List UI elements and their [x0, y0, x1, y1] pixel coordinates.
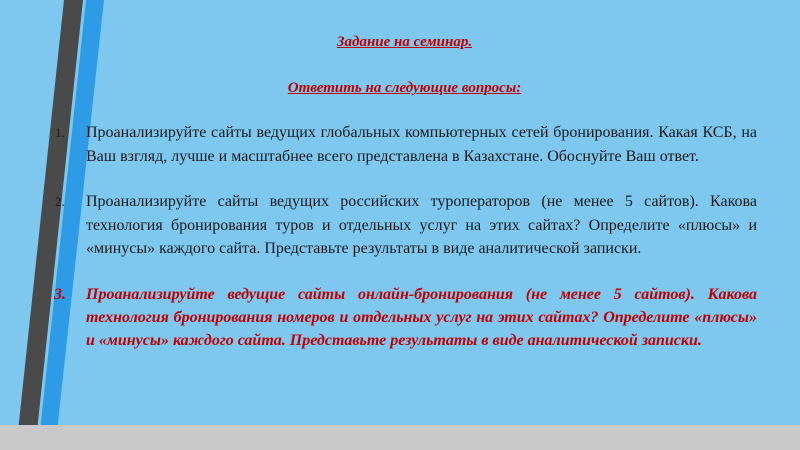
slide-title: Задание на семинар. [336, 34, 473, 50]
question-number: 1. [55, 125, 65, 140]
question-number: 2. [55, 194, 65, 209]
slide-subtitle: Ответить на следующие вопросы: [287, 80, 522, 96]
question-item-2 [52, 190, 757, 261]
question-text: Проанализируйте сайты ведущих глобальных компьютерных сетей бронирования. Какая КСБ, на Ваш взгляд, лучше и масштабнее всего представлена в Казахстане. Обоснуйте Ваш ответ. [86, 124, 757, 165]
question-text: Проанализируйте сайты ведущих российских туроператоров (не менее 5 сайтов). Какова технология бронирования туров и отдельных услуг на этих сайтах? Определите «плюсы» и «минусы» каждого сайта. Представьте результаты в виде аналитической записки. [86, 193, 757, 257]
question-item-3 [52, 283, 757, 352]
question-list [52, 121, 757, 352]
question-text: Проанализируйте ведущие сайты онлайн-бронирования (не менее 5 сайтов). Какова технология бронирования номеров и отдельных услуг на этих сайтах? Определите «плюсы» и «минусы» каждого сайта. Представьте результаты в виде аналитической записки. [86, 285, 757, 349]
question-item-1 [52, 121, 757, 168]
slide-content [52, 28, 757, 374]
bottom-band [0, 425, 800, 450]
question-number: 3. [54, 285, 66, 303]
